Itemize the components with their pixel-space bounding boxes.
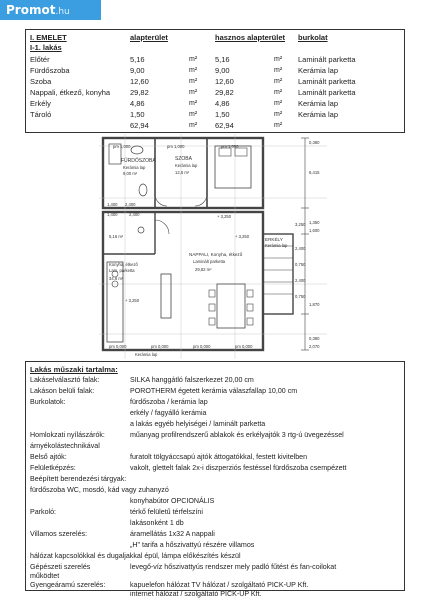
table-row: Nappali, étkező, konyha 29,82 m² 29,82 m² Laminált parketta [30, 88, 356, 97]
spec-row: Felületképzés: vakolt, glettelt falak 2x-i diszperziós festéssel fürdőszoba csempézett [30, 464, 347, 472]
plan-label: Kerámia lap [135, 352, 158, 357]
spec-row: lakásonként 1 db [130, 519, 184, 527]
plan-label: pm 0,000 [193, 344, 211, 349]
plan-label: 12,6 m² [175, 170, 190, 175]
plan-label: 0,750 [295, 294, 306, 299]
plan-label: 0,380 [309, 140, 320, 145]
table-row: Erkély 4,86 m² 4,86 m² Kerámia lap [30, 99, 339, 108]
plan-label: 2,400 [295, 278, 306, 283]
kitchen-counter [107, 262, 123, 342]
plan-label: Kerámia lap [123, 165, 146, 170]
spec-row: Burkolatok: fürdőszoba / kerámia lap [30, 398, 208, 406]
spec-row: erkély / fagyálló kerámia [130, 409, 207, 417]
table-row: Szoba 12,60 m² 12,60 m² Laminált parketta [30, 77, 356, 86]
plan-label: 1,350 [309, 220, 320, 225]
plan-label: 2,400 [129, 212, 140, 217]
plan-label: + 3,250 [125, 298, 140, 303]
spec-row: konyhabútor OPCIONÁLIS [130, 497, 215, 505]
table-total-row: 62,94 m² 62,94 m² [130, 121, 283, 130]
lower-walls [103, 212, 263, 350]
table-row: Tároló 1,50 m² 1,50 m² Kerámia lap [30, 110, 339, 119]
plan-label: pm 1,000 [221, 144, 239, 149]
promot-logo[interactable]: Promot.hu [0, 0, 101, 20]
spec-row: Villamos szerelés: áramellátás 1x32 A nappali [30, 530, 215, 538]
plan-label: 0,380 [309, 336, 320, 341]
plan-label: 6,415 [309, 170, 320, 175]
toilet [139, 184, 147, 196]
plan-label: Lam. parketta [109, 268, 135, 273]
spec-title: Lakás műszaki tartalma: [30, 365, 118, 374]
plan-label: pm 0,000 [109, 344, 127, 349]
plan-label: 34,6 m² [109, 276, 124, 281]
spec-row: hálózat kapcsolókkal és dugaljakkal épül, lámpa előkészítés készül [30, 552, 241, 560]
plan-label: 1,600 [309, 228, 320, 233]
plan-label: 0,750 [295, 262, 306, 267]
spec-row: a lakás egyéb helyiségei / laminált parketta [130, 420, 266, 428]
spec-row: Gépészeti szerelés levegő-víz hőszivattyús rendszer mely padló fűtést és fan-coilokat [30, 563, 337, 571]
spec-row: internet hálózat / szolgáltató PICK-UP Kft. [130, 590, 262, 598]
plan-label: pm 1,000 [167, 144, 185, 149]
table-row: Fürdőszoba 9,00 m² 9,00 m² Kerámia lap [30, 66, 339, 75]
spec-row: működtet [30, 572, 60, 580]
bed [215, 146, 251, 188]
spec-row: Parkoló: térkő felületű térfelszíni [30, 508, 203, 516]
plan-label: 2,070 [309, 344, 320, 349]
dining-table [217, 284, 245, 328]
plan-label: 1,400 [107, 212, 118, 217]
plan-label: pm 0,000 [151, 344, 169, 349]
plan-label: + 3,250 [217, 214, 232, 219]
plan-label: Kerámia lap [175, 163, 198, 168]
cover-heading: burkolat [298, 33, 328, 42]
spec-row: Beépített berendezési tárgyak: [30, 475, 127, 483]
area-table [25, 29, 405, 133]
plan-label: Konyha, étkező [109, 262, 138, 267]
door-swing [155, 220, 169, 234]
spec-row: Lakáselválasztó falak: SILKA hanggátló falszerkezet 20,00 cm [30, 376, 254, 384]
unit-title: I-1. lakás [30, 43, 62, 52]
plan-label: 5,16 m² [109, 234, 124, 239]
entrance-mark [138, 227, 144, 233]
plan-label: 9,00 m² [123, 171, 138, 176]
plan-label: pm 1,000 [113, 144, 131, 149]
sofa [161, 274, 171, 318]
spec-row: fürdőszoba WC, mosdó, kád vagy zuhanyzó [30, 486, 169, 494]
plan-label: 2,400 [125, 202, 136, 207]
spec-section [25, 361, 405, 598]
plan-label: ERKÉLY [265, 237, 283, 242]
plan-label: 1,870 [309, 302, 320, 307]
spec-row: Belső ajtók: furatolt tölgyáccsapú ajtók áttogatókkal, festett kivitelben [30, 453, 308, 461]
plan-label: 2,400 [295, 246, 306, 251]
plan-label: + 3,250 [235, 234, 250, 239]
spec-row: „H" tarifa a hőszivattyú részére villamos [130, 541, 255, 549]
plan-label: 1,400 [107, 202, 118, 207]
area-heading: alapterület [130, 33, 168, 42]
sink [131, 146, 143, 154]
plan-label: 29,82 m² [195, 267, 212, 272]
plan-label: Laminált parketta [193, 259, 226, 264]
plan-label: 3,250 [295, 222, 306, 227]
plan-label: Kerámia lap [265, 243, 288, 248]
spec-row: árnyékolástechnikával [30, 442, 100, 450]
spec-row: Lakáson belüli falak: POROTHERM égetett kerámia válaszfallap 10,00 cm [30, 387, 298, 395]
floor-plan [95, 134, 335, 359]
net-area-heading: hasznos alapterület [215, 33, 286, 42]
floor-heading: I. EMELET [30, 33, 67, 42]
plan-label: SZOBA [175, 156, 192, 162]
plan-label: pm 0,000 [235, 344, 253, 349]
plan-label: FÜRDŐSZOBA [121, 158, 156, 164]
table-row: Előtér 5,16 m² 5,16 m² Laminált parketta [30, 55, 356, 64]
spec-row: Gyengeáramú szerelés: kapuelefon hálózat TV hálózat / szolgáltató PICK-UP Kft. [30, 581, 309, 589]
plan-label: NAPPALI, Konyha, étkező [189, 252, 243, 257]
spec-row: Homlokzati nyílászárók: műanyag profilrendszerű ablakok és erkélyajtók 3 rtg-ú üvegezéssel [30, 431, 344, 439]
